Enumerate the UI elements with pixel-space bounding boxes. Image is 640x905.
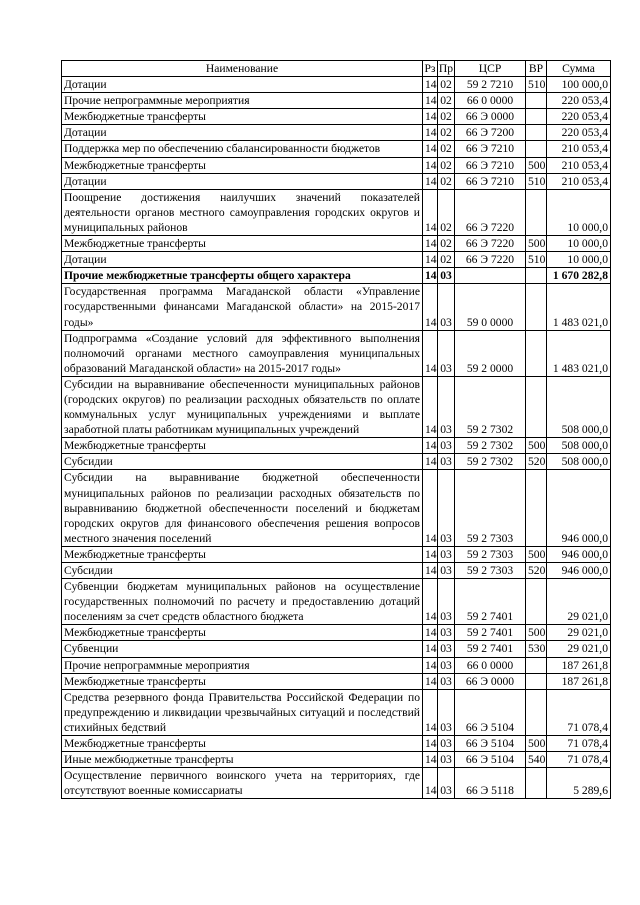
cell-sum: 210 053,4: [547, 173, 611, 189]
cell-name: Субсидии: [62, 563, 423, 579]
cell-csr: 59 2 7303: [455, 563, 526, 579]
cell-csr: 66 Э 7210: [455, 173, 526, 189]
cell-csr: 59 2 7303: [455, 546, 526, 562]
cell-pr: 03: [438, 579, 455, 625]
table-row: [62, 236, 611, 252]
cell-name: Субсидии на выравнивание обеспеченности муниципальных районов (городских округов) по реализации расходных обязательств по оплате коммунальных услуг муниципальных учреждениями и выплате заработной платы работникам муниципальных учреждений: [62, 376, 423, 437]
table-row: [62, 546, 611, 562]
cell-rz: 14: [423, 438, 438, 454]
cell-name: Дотации: [62, 77, 423, 93]
cell-rz: 14: [423, 673, 438, 689]
cell-sum: 508 000,0: [547, 454, 611, 470]
cell-name: Осуществление первичного воинского учета на территориях, где отсутствуют военные комиссариаты: [62, 768, 423, 799]
cell-pr: 02: [438, 189, 455, 235]
cell-csr: 59 2 0000: [455, 330, 526, 376]
table-row: [62, 736, 611, 752]
cell-rz: 14: [423, 189, 438, 235]
cell-pr: 03: [438, 330, 455, 376]
cell-vr: [526, 579, 547, 625]
table-row: [62, 141, 611, 157]
cell-rz: 14: [423, 157, 438, 173]
cell-pr: 02: [438, 173, 455, 189]
cell-csr: 59 2 7302: [455, 438, 526, 454]
cell-vr: 520: [526, 454, 547, 470]
cell-sum: 1 483 021,0: [547, 330, 611, 376]
table-row: [62, 93, 611, 109]
cell-pr: 02: [438, 125, 455, 141]
cell-csr: 59 2 7401: [455, 625, 526, 641]
table-row: [62, 109, 611, 125]
cell-rz: 14: [423, 109, 438, 125]
cell-sum: 210 053,4: [547, 141, 611, 157]
cell-csr: 66 Э 5104: [455, 689, 526, 735]
table-row: [62, 438, 611, 454]
cell-vr: [526, 673, 547, 689]
cell-rz: 14: [423, 689, 438, 735]
cell-name: Прочие межбюджетные трансферты общего характера: [62, 268, 423, 284]
cell-csr: 59 2 7302: [455, 454, 526, 470]
cell-csr: 66 Э 5104: [455, 736, 526, 752]
cell-csr: 59 2 7401: [455, 579, 526, 625]
cell-csr: 66 Э 7220: [455, 252, 526, 268]
cell-vr: [526, 93, 547, 109]
cell-name: Субвенции бюджетам муниципальных районов на осуществление государственных полномочий по расчету и предоставлению дотаций поселениям за счет средств областного бюджета: [62, 579, 423, 625]
cell-vr: 500: [526, 546, 547, 562]
cell-vr: 520: [526, 563, 547, 579]
cell-name: Прочие непрограммные мероприятия: [62, 93, 423, 109]
cell-rz: 14: [423, 376, 438, 437]
table-row: [62, 470, 611, 546]
cell-csr: 66 Э 5118: [455, 768, 526, 799]
cell-name: Подпрограмма «Создание условий для эффективного выполнения полномочий органами местного самоуправления муниципальных образований Магаданской области» на 2015-2017 годы»: [62, 330, 423, 376]
cell-pr: 03: [438, 736, 455, 752]
cell-csr: 66 0 0000: [455, 657, 526, 673]
cell-pr: 02: [438, 236, 455, 252]
cell-pr: 03: [438, 768, 455, 799]
cell-pr: 03: [438, 376, 455, 437]
cell-pr: 03: [438, 625, 455, 641]
table-row: [62, 173, 611, 189]
cell-vr: 500: [526, 236, 547, 252]
cell-sum: 29 021,0: [547, 641, 611, 657]
cell-csr: 59 2 7401: [455, 641, 526, 657]
cell-rz: 14: [423, 546, 438, 562]
table-row: [62, 563, 611, 579]
cell-name: Субсидии на выравнивание бюджетной обеспеченности муниципальных районов по реализации расходных обязательств по выравниванию бюджетной обеспеченности поселений и бюджетам городских округов для финансового обеспечения решения вопросов местного значения поселений: [62, 470, 423, 546]
cell-csr: 66 Э 7200: [455, 125, 526, 141]
table-header-row: [62, 61, 611, 77]
cell-pr: 03: [438, 546, 455, 562]
budget-table: [61, 60, 611, 799]
cell-pr: 02: [438, 157, 455, 173]
cell-rz: 14: [423, 752, 438, 768]
table-body: [62, 77, 611, 799]
cell-vr: [526, 330, 547, 376]
cell-csr: 66 Э 0000: [455, 109, 526, 125]
cell-vr: 530: [526, 641, 547, 657]
table-row: [62, 376, 611, 437]
cell-pr: 02: [438, 141, 455, 157]
cell-sum: 946 000,0: [547, 470, 611, 546]
cell-vr: [526, 125, 547, 141]
cell-rz: 14: [423, 454, 438, 470]
cell-vr: [526, 141, 547, 157]
cell-csr: 66 0 0000: [455, 93, 526, 109]
header-sum: Сумма: [547, 61, 611, 77]
cell-sum: 71 078,4: [547, 752, 611, 768]
cell-pr: 03: [438, 268, 455, 284]
cell-rz: 14: [423, 284, 438, 330]
cell-pr: 02: [438, 109, 455, 125]
table-row: [62, 284, 611, 330]
cell-csr: 66 Э 7210: [455, 157, 526, 173]
cell-rz: 14: [423, 236, 438, 252]
cell-pr: 03: [438, 641, 455, 657]
cell-sum: 220 053,4: [547, 125, 611, 141]
cell-sum: 10 000,0: [547, 189, 611, 235]
cell-sum: 220 053,4: [547, 109, 611, 125]
cell-vr: 500: [526, 157, 547, 173]
cell-vr: 510: [526, 173, 547, 189]
cell-sum: 29 021,0: [547, 625, 611, 641]
cell-rz: 14: [423, 173, 438, 189]
cell-rz: 14: [423, 268, 438, 284]
table-row: [62, 252, 611, 268]
table-row: [62, 689, 611, 735]
cell-pr: 03: [438, 470, 455, 546]
cell-sum: 10 000,0: [547, 252, 611, 268]
cell-name: Иные межбюджетные трансферты: [62, 752, 423, 768]
cell-sum: 1 670 282,8: [547, 268, 611, 284]
cell-name: Субвенции: [62, 641, 423, 657]
cell-sum: 187 261,8: [547, 673, 611, 689]
cell-rz: 14: [423, 252, 438, 268]
cell-name: Поощрение достижения наилучших значений показателей деятельности органов местного самоуправления городских округов и муниципальных районов: [62, 189, 423, 235]
cell-csr: 59 2 7302: [455, 376, 526, 437]
cell-sum: 29 021,0: [547, 579, 611, 625]
cell-csr: 66 Э 7220: [455, 189, 526, 235]
cell-sum: 5 289,6: [547, 768, 611, 799]
cell-pr: 03: [438, 563, 455, 579]
cell-name: Прочие непрограммные мероприятия: [62, 657, 423, 673]
table-row: [62, 77, 611, 93]
cell-pr: 03: [438, 752, 455, 768]
cell-vr: [526, 657, 547, 673]
table-row: [62, 657, 611, 673]
table-row: [62, 268, 611, 284]
cell-rz: 14: [423, 330, 438, 376]
cell-name: Средства резервного фонда Правительства Российской Федерации по предупреждению и ликвидации чрезвычайных ситуаций и последствий стихийных бедствий: [62, 689, 423, 735]
table-row: [62, 330, 611, 376]
cell-csr: 59 0 0000: [455, 284, 526, 330]
cell-name: Государственная программа Магаданской области «Управление государственными финансами Магаданской области» на 2015-2017 годы»: [62, 284, 423, 330]
cell-rz: 14: [423, 93, 438, 109]
cell-name: Межбюджетные трансферты: [62, 625, 423, 641]
cell-rz: 14: [423, 641, 438, 657]
cell-rz: 14: [423, 470, 438, 546]
cell-sum: 210 053,4: [547, 157, 611, 173]
cell-sum: 508 000,0: [547, 376, 611, 437]
cell-rz: 14: [423, 736, 438, 752]
cell-vr: 510: [526, 252, 547, 268]
header-pr: Пр: [438, 62, 454, 75]
cell-pr: 03: [438, 284, 455, 330]
cell-vr: [526, 768, 547, 799]
cell-name: Межбюджетные трансферты: [62, 157, 423, 173]
cell-rz: 14: [423, 579, 438, 625]
cell-vr: 510: [526, 77, 547, 93]
table-row: [62, 752, 611, 768]
cell-pr: 03: [438, 454, 455, 470]
cell-sum: 946 000,0: [547, 563, 611, 579]
header-csr: ЦСР: [455, 61, 526, 77]
cell-csr: 66 Э 0000: [455, 673, 526, 689]
cell-sum: 220 053,4: [547, 93, 611, 109]
cell-csr: [455, 268, 526, 284]
cell-vr: [526, 376, 547, 437]
cell-name: Межбюджетные трансферты: [62, 546, 423, 562]
cell-name: Поддержка мер по обеспечению сбалансированности бюджетов: [62, 141, 423, 157]
cell-csr: 66 Э 7210: [455, 141, 526, 157]
cell-csr: 66 Э 5104: [455, 752, 526, 768]
table-row: [62, 673, 611, 689]
cell-sum: 100 000,0: [547, 77, 611, 93]
cell-pr: 03: [438, 438, 455, 454]
cell-rz: 14: [423, 141, 438, 157]
cell-vr: [526, 284, 547, 330]
header-name: Наименование: [62, 61, 423, 77]
cell-sum: 1 483 021,0: [547, 284, 611, 330]
table-row: [62, 579, 611, 625]
cell-name: Дотации: [62, 173, 423, 189]
cell-name: Дотации: [62, 252, 423, 268]
cell-pr: 03: [438, 689, 455, 735]
cell-vr: [526, 189, 547, 235]
table-row: [62, 641, 611, 657]
cell-vr: [526, 109, 547, 125]
cell-name: Субсидии: [62, 454, 423, 470]
cell-vr: 500: [526, 438, 547, 454]
cell-rz: 14: [423, 625, 438, 641]
cell-sum: 508 000,0: [547, 438, 611, 454]
cell-pr: 02: [438, 252, 455, 268]
header-vr: ВР: [526, 61, 547, 77]
cell-vr: [526, 268, 547, 284]
cell-rz: 14: [423, 125, 438, 141]
cell-sum: 946 000,0: [547, 546, 611, 562]
cell-rz: 14: [423, 657, 438, 673]
cell-rz: 14: [423, 768, 438, 799]
cell-vr: 500: [526, 736, 547, 752]
table-row: [62, 157, 611, 173]
cell-sum: 10 000,0: [547, 236, 611, 252]
cell-pr: 03: [438, 673, 455, 689]
table-row: [62, 125, 611, 141]
cell-name: Межбюджетные трансферты: [62, 736, 423, 752]
cell-sum: 71 078,4: [547, 689, 611, 735]
cell-name: Межбюджетные трансферты: [62, 109, 423, 125]
cell-csr: 59 2 7210: [455, 77, 526, 93]
cell-pr: 02: [438, 77, 455, 93]
table-row: [62, 625, 611, 641]
cell-vr: 540: [526, 752, 547, 768]
cell-vr: 500: [526, 625, 547, 641]
cell-pr: 03: [438, 657, 455, 673]
cell-rz: 14: [423, 563, 438, 579]
table-row: [62, 768, 611, 799]
cell-name: Межбюджетные трансферты: [62, 236, 423, 252]
cell-csr: 59 2 7303: [455, 470, 526, 546]
cell-name: Дотации: [62, 125, 423, 141]
cell-name: Межбюджетные трансферты: [62, 438, 423, 454]
cell-rz: 14: [423, 77, 438, 93]
cell-name: Межбюджетные трансферты: [62, 673, 423, 689]
cell-vr: [526, 470, 547, 546]
cell-csr: 66 Э 7220: [455, 236, 526, 252]
cell-vr: [526, 689, 547, 735]
document-page: [61, 60, 611, 799]
cell-sum: 187 261,8: [547, 657, 611, 673]
cell-sum: 71 078,4: [547, 736, 611, 752]
cell-pr: 02: [438, 93, 455, 109]
header-rz: Рз: [424, 62, 436, 75]
table-row: [62, 454, 611, 470]
table-row: [62, 189, 611, 235]
